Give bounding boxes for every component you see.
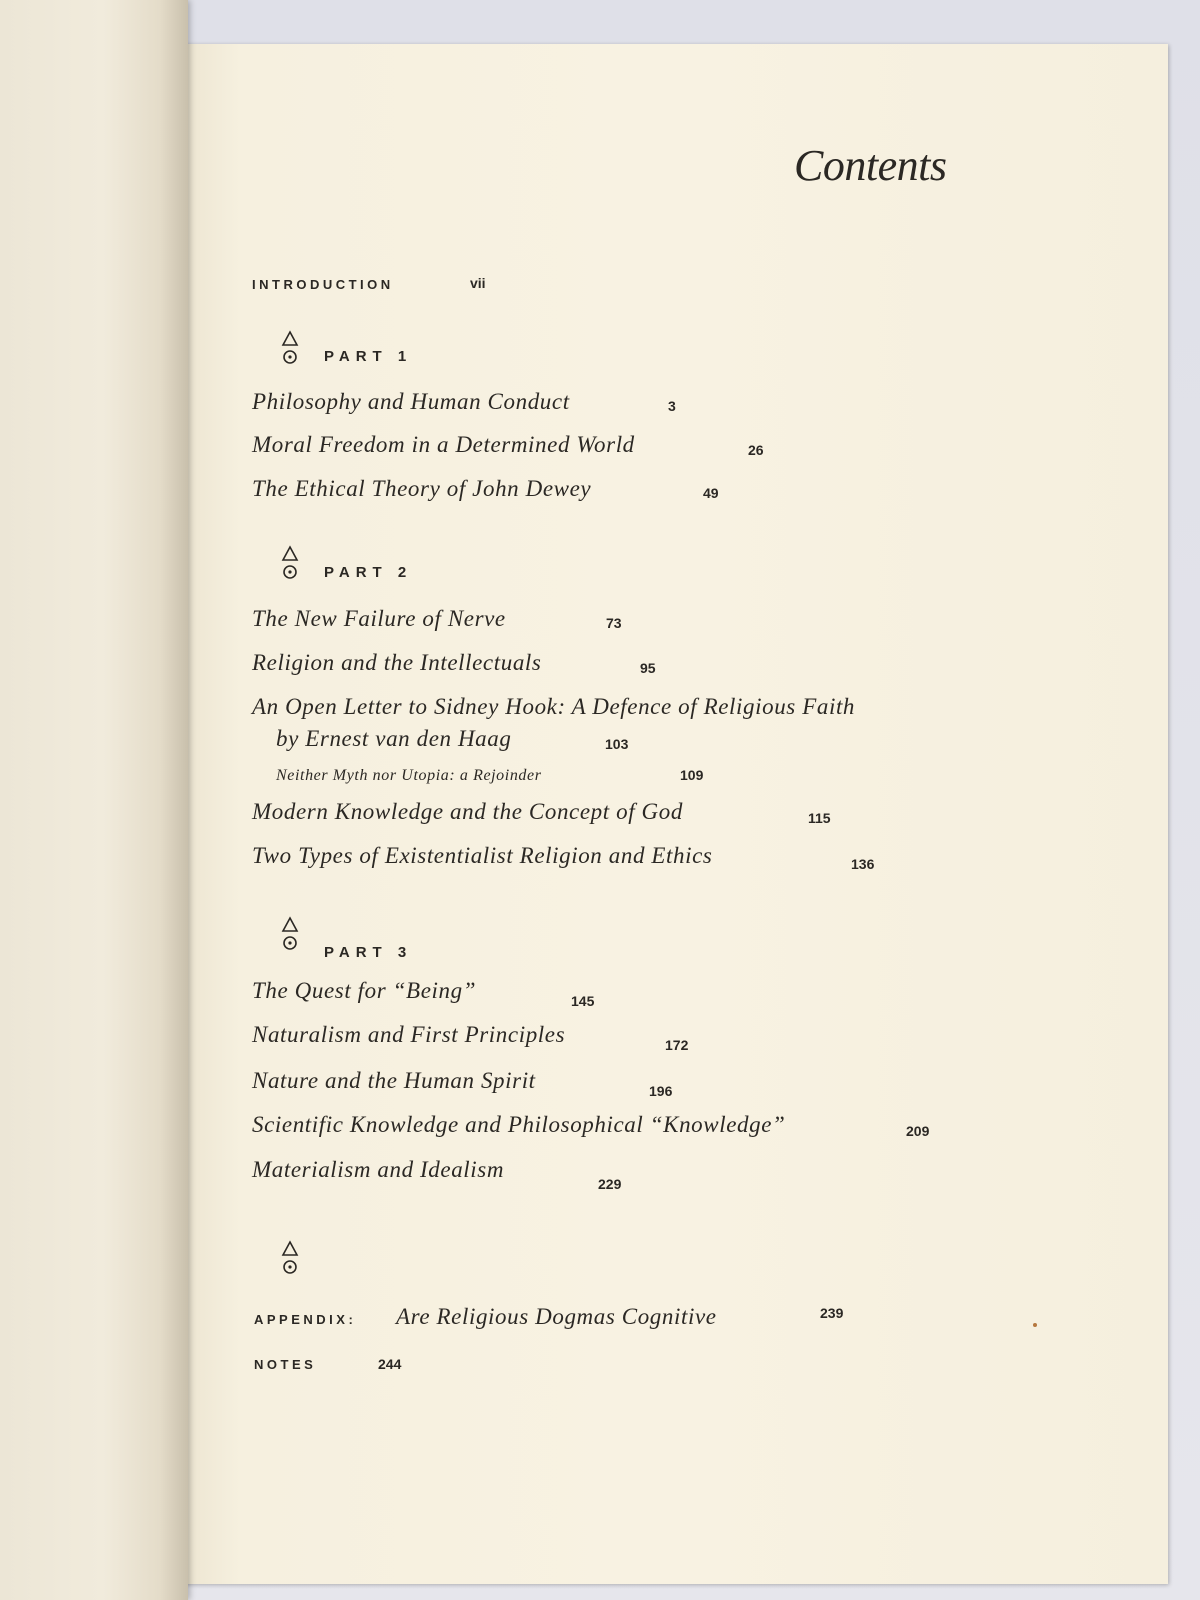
triangle-circle-ornament-icon — [280, 916, 300, 952]
toc-entry-page: 115 — [808, 810, 831, 826]
toc-entry-page: 209 — [906, 1123, 930, 1139]
appendix-title: Are Religious Dogmas Cognitive — [396, 1304, 717, 1329]
toc-entry-page: 136 — [851, 856, 875, 872]
appendix-label: APPENDIX: — [254, 1312, 357, 1327]
toc-entry-page: 3 — [668, 398, 676, 414]
part-1-label: PART 1 — [324, 348, 413, 365]
toc-entry-title: The Quest for “Being” — [252, 978, 477, 1003]
page-title: Contents — [794, 141, 947, 190]
part-3-label: PART 3 — [324, 944, 413, 961]
toc-entry-page: 73 — [606, 615, 622, 631]
toc-entry-title: Naturalism and First Principles — [252, 1022, 566, 1047]
notes-label: NOTES — [254, 1357, 317, 1372]
introduction-label: INTRODUCTION — [252, 277, 394, 292]
toc-entry-title: Nature and the Human Spirit — [252, 1068, 536, 1093]
toc-entry-title: The Ethical Theory of John Dewey — [252, 476, 592, 501]
toc-entry-page: 196 — [649, 1083, 673, 1099]
toc-entry-page: 95 — [640, 660, 656, 676]
toc-entry-title: An Open Letter to Sidney Hook: A Defence of Religious Faith — [252, 694, 856, 719]
appendix-page: 239 — [820, 1305, 844, 1321]
toc-entry-title: Scientific Knowledge and Philosophical “Knowledge” — [252, 1112, 786, 1137]
toc-entry-title: Religion and the Intellectuals — [252, 650, 542, 675]
triangle-circle-ornament-icon — [280, 1240, 300, 1276]
left-page — [0, 0, 188, 1600]
toc-entry-page: 49 — [703, 485, 719, 501]
toc-entry-title: Philosophy and Human Conduct — [252, 389, 570, 414]
toc-entry-title-continued: by Ernest van den Haag — [276, 726, 512, 751]
toc-entry-page: 145 — [571, 993, 595, 1009]
triangle-circle-ornament-icon — [280, 545, 300, 581]
toc-entry-page: 103 — [605, 736, 629, 752]
toc-entry-page: 26 — [748, 442, 764, 458]
toc-subentry-title: Neither Myth nor Utopia: a Rejoinder — [276, 767, 542, 784]
toc-entry-title: The New Failure of Nerve — [252, 606, 506, 631]
toc-entry-title: Materialism and Idealism — [252, 1157, 505, 1182]
toc-entry-title: Moral Freedom in a Determined World — [252, 432, 635, 457]
paper-stain — [1033, 1323, 1037, 1327]
toc-entry-page: 109 — [680, 767, 704, 783]
notes-page: 244 — [378, 1356, 402, 1372]
part-2-label: PART 2 — [324, 564, 413, 581]
triangle-circle-ornament-icon — [280, 330, 300, 366]
toc-entry-title: Modern Knowledge and the Concept of God — [252, 799, 683, 824]
toc-entry-page: 229 — [598, 1176, 622, 1192]
introduction-page: vii — [470, 275, 486, 291]
toc-entry-page: 172 — [665, 1037, 689, 1053]
toc-entry-title: Two Types of Existentialist Religion and Ethics — [252, 843, 713, 868]
